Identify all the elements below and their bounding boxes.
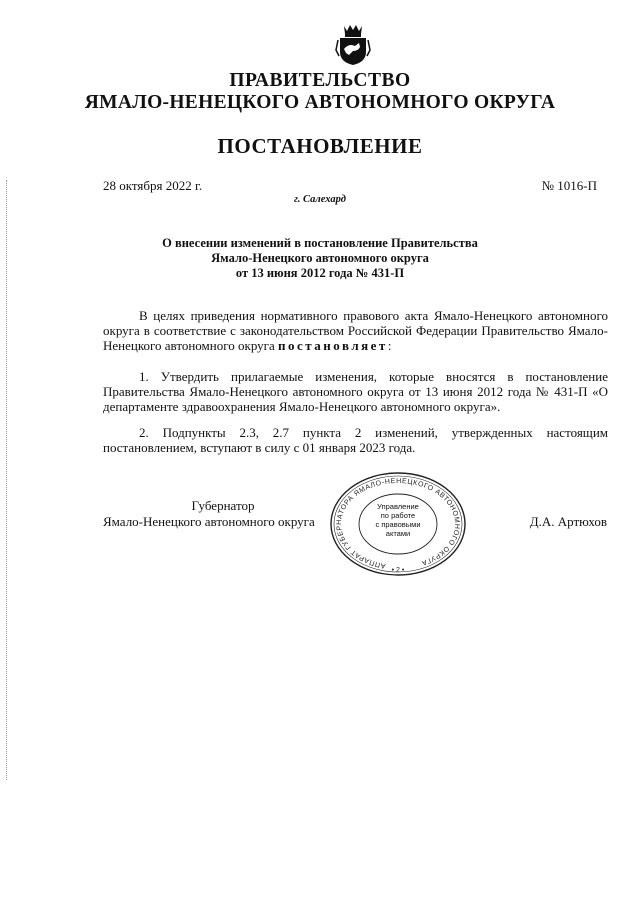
signatory-title-line2: Ямало-Ненецкого автономного округа: [103, 514, 315, 529]
stamp-line4: актами: [385, 529, 411, 538]
stamp-line3: с правовыми: [375, 520, 421, 529]
svg-text:• 2 •: • 2 •: [391, 567, 405, 574]
scan-margin-artifact: [6, 180, 9, 780]
clause-2-paragraph: 2. Подпункты 2.3, 2.7 пункта 2 изменений, утвержденных настоящим постановлением, вступают в силу с 01 января 2023 года.: [103, 425, 608, 455]
stamp-line1: Управление: [377, 502, 419, 511]
preamble-paragraph: [103, 308, 608, 353]
document-date: 28 октября 2022 г.: [103, 178, 203, 193]
document-type: ПОСТАНОВЛЕНИЕ: [217, 134, 423, 158]
preamble-end: :: [387, 338, 392, 353]
preamble-text: В целях приведения нормативного правового акта Ямало-Ненецкого автономного округа в соответствие с законодательством Российской Федерации Правительство Ямало-Ненецкого автономного округа: [103, 308, 608, 353]
svg-text:АППАРАТ ГУБЕРНАТОРА ЯМАЛО-НЕНЕ: АППАРАТ ГУБЕРНАТОРА ЯМАЛО-НЕНЕЦКОГО АВТОНОМНОГО ОКРУГА: [335, 477, 461, 569]
document-title: [0, 236, 640, 281]
document-city: г. Салехард: [294, 194, 346, 205]
coat-of-arms-emblem: [335, 22, 371, 66]
stamp-center-text: [366, 502, 430, 538]
signatory-name: Д.А. Артюхов: [529, 514, 607, 529]
preamble-emphasis: постановляет: [278, 338, 388, 353]
signatory-title: [103, 498, 353, 530]
stamp-line2: по работе: [380, 511, 416, 520]
government-name-line1: ПРАВИТЕЛЬСТВО: [229, 70, 411, 91]
title-line3: от 13 июня 2012 года № 431-П: [235, 266, 405, 280]
document-number: № 1016-П: [541, 178, 597, 193]
title-line1: О внесении изменений в постановление Правительства: [162, 236, 478, 250]
title-line2: Ямало-Ненецкого автономного округа: [211, 251, 429, 265]
clause-1-paragraph: 1. Утвердить прилагаемые изменения, которые вносятся в постановление Правительства Ямало-Ненецкого автономного округа от 13 июня 2012 года № 431-П «О департаменте здравоохранения Ямало-Ненецкого автономного округа».: [103, 369, 608, 414]
government-name-line2: ЯМАЛО-НЕНЕЦКОГО АВТОНОМНОГО ОКРУГА: [84, 92, 556, 113]
signatory-title-line1: Губернатор: [191, 498, 255, 513]
